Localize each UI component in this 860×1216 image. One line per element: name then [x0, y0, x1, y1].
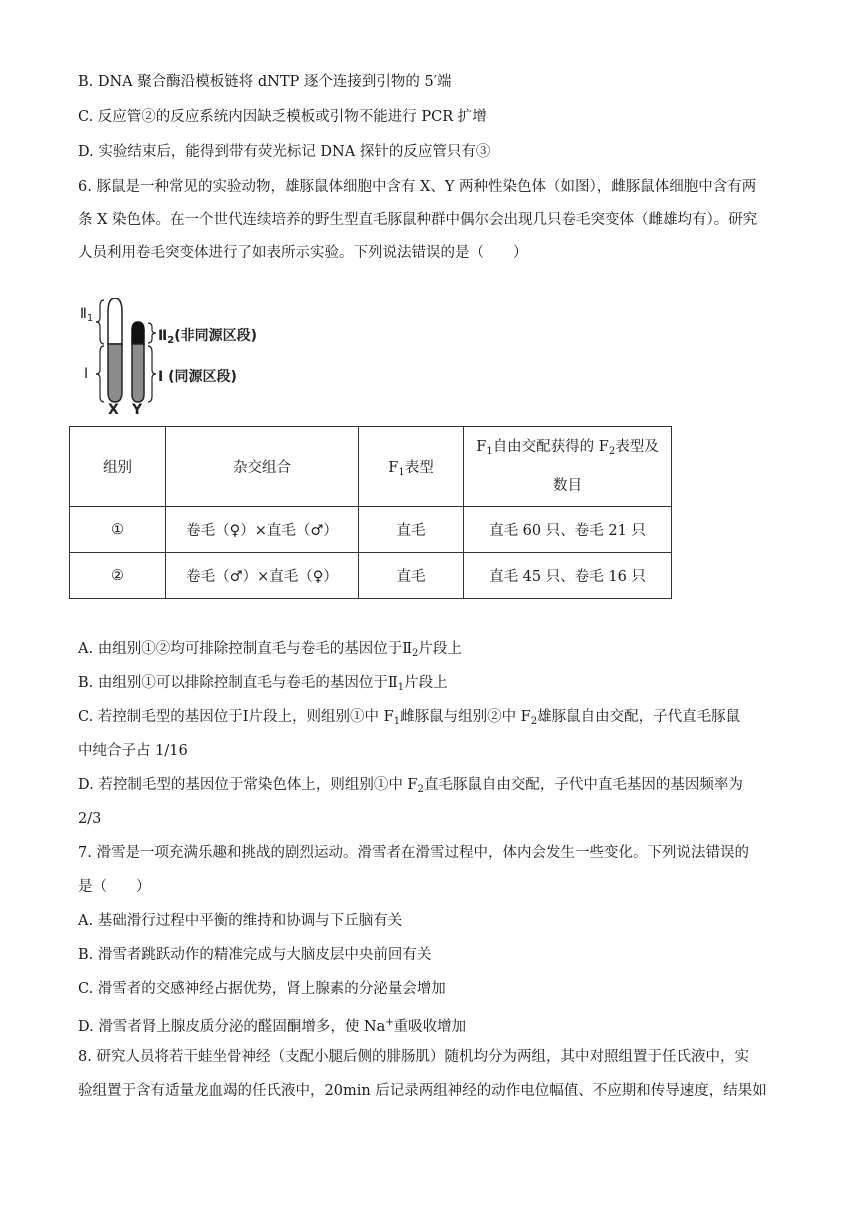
label-ii2: $Ⅱ_2$(非同源区段) [158, 328, 257, 346]
q6-option-c-line2: 中纯合子占 1/16 [78, 743, 188, 759]
cell-f2: 直毛 60 只、卷毛 21 只 [464, 507, 672, 553]
q6-option-d-line2: 2/3 [78, 811, 102, 827]
q7-option-b: B. 滑雪者跳跃动作的精准完成与大脑皮层中央前回有关 [78, 947, 432, 963]
brace-i-left [96, 346, 104, 402]
q6-stem-line1: 6. 豚鼠是一种常见的实验动物，雄豚鼠体细胞中含有 X、Y 两种性染色体（如图），雌豚鼠体细胞中含有两 [78, 179, 757, 195]
label-i-left: Ⅰ [84, 366, 89, 382]
q5-option-d: D. 实验结束后，能得到带有荧光标记 DNA 探针的反应管只有③ [78, 144, 491, 160]
cell-f2: 直毛 45 只、卷毛 16 只 [464, 553, 672, 599]
label-ii1: $Ⅱ_1$ [80, 306, 94, 324]
q6-option-c-line1: C. 若控制毛型的基因位于Ⅰ片段上，则组别①中 $F_1$雌豚鼠与组别②中 $F_2$雄豚鼠自由交配，子代直毛豚鼠 [78, 709, 741, 727]
cell-group: ② [70, 553, 166, 599]
q7-stem-line2: 是（ ） [78, 879, 151, 895]
brace-i-right [148, 346, 156, 402]
q5-option-b: B. DNA 聚合酶沿模板链将 dNTP 逐个连接到引物的 5′端 [78, 74, 452, 90]
q5-option-c: C. 反应管②的反应系统内因缺乏模板或引物不能进行 PCR 扩增 [78, 109, 487, 125]
q7-option-c: C. 滑雪者的交感神经占据优势，肾上腺素的分泌量会增加 [78, 981, 446, 997]
y-chromosome-nonhomologous [132, 322, 144, 344]
q6-option-d-line1: D. 若控制毛型的基因位于常染色体上，则组别①中 $F_2$直毛豚鼠自由交配，子代中直毛基因的基因频率为 [78, 777, 743, 795]
q7-stem-line1: 7. 滑雪是一项充满乐趣和挑战的剧烈运动。滑雪者在滑雪过程中，体内会发生一些变化。下列说法错误的 [78, 845, 749, 861]
q8-stem-line2: 验组置于含有适量龙血竭的任氏液中，20min 后记录两组神经的动作电位幅值、不应期和传导速度，结果如 [78, 1083, 767, 1099]
x-chromosome-homologous [108, 344, 122, 402]
table-header-row [70, 427, 672, 507]
header-cross: 杂交组合 [166, 427, 359, 507]
label-x: X [108, 402, 119, 418]
x-chromosome-nonhomologous [108, 298, 122, 344]
table-row [70, 553, 672, 599]
q6-option-b: B. 由组别①可以排除控制直毛与卷毛的基因位于$Ⅱ_1$片段上 [78, 675, 448, 693]
q6-stem-line3: 人员利用卷毛突变体进行了如表所示实验。下列说法错误的是（ ） [78, 245, 528, 261]
label-i-right: Ⅰ (同源区段) [158, 369, 237, 385]
header-f2-result: $F_1$自由交配获得的 $F_2$表型及 数目 [464, 427, 672, 507]
header-f1-phenotype: $F_1$表型 [359, 427, 464, 507]
cell-f1: 直毛 [359, 507, 464, 553]
y-chromosome-homologous [132, 344, 144, 402]
cell-cross: 卷毛（♂）×直毛（♀） [166, 553, 359, 599]
cell-f1: 直毛 [359, 553, 464, 599]
cell-group: ① [70, 507, 166, 553]
q6-option-a: A. 由组别①②均可排除控制直毛与卷毛的基因位于$Ⅱ_2$片段上 [78, 641, 462, 659]
results-table [69, 426, 672, 599]
table-row [70, 507, 672, 553]
chromosome-figure [80, 298, 290, 420]
label-y: Y [132, 402, 143, 418]
q8-stem-line1: 8. 研究人员将若干蛙坐骨神经（支配小腿后侧的腓肠肌）随机均分为两组，其中对照组置于任氏液中，实 [78, 1049, 749, 1065]
q6-stem-line2: 条 X 染色体。在一个世代连续培养的野生型直毛豚鼠种群中偶尔会出现几只卷毛突变体（雌雄均有）。研究 [78, 212, 758, 228]
brace-ii1 [96, 300, 104, 344]
q7-option-a: A. 基础滑行过程中平衡的维持和协调与下丘脑有关 [78, 913, 403, 929]
q7-option-d: D. 滑雪者肾上腺皮质分泌的醛固酮增多，使 Na+重吸收增加 [78, 1017, 467, 1035]
cell-cross: 卷毛（♀）×直毛（♂） [166, 507, 359, 553]
brace-ii2 [148, 323, 156, 343]
header-group: 组别 [70, 427, 166, 507]
